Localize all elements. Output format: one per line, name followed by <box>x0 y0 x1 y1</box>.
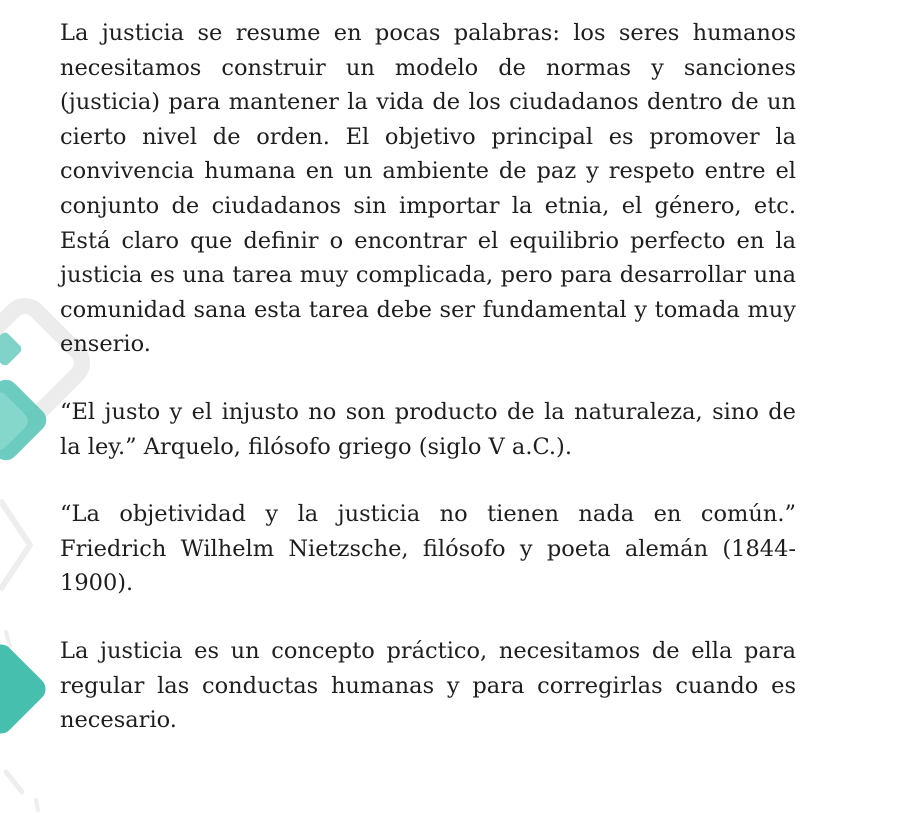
quote-nietzsche: “La objetividad y la justicia no tienen nada en común.” Friedrich Wilhelm Nietzsche, filósofo y poeta alemán (1844-1900). <box>60 501 796 597</box>
body-text <box>60 16 796 738</box>
paragraph-justice-definition: La justicia se resume en pocas palabras: los seres humanos necesitamos construir un modelo de normas y sanciones (justicia) para mantener la vida de los ciudadanos dentro de un cierto nivel de orden. El objetivo principal es promover la convivencia humana en un ambiente de paz y respeto entre el conjunto de ciudadanos sin importar la etnia, el género, etc. Está claro que definir o encontrar el equilibrio perfecto en la justicia es una tarea muy complicada, pero para desarrollar una comunidad sana esta tarea debe ser fundamental y tomada muy enserio. <box>60 20 796 358</box>
teal-diamond-lower <box>0 640 50 739</box>
quote-arquelo: “El justo y el injusto no son producto de la naturaleza, sino de la ley.” Arquelo, filósofo griego (siglo V a.C.). <box>60 398 796 460</box>
teal-diamond-small <box>0 331 23 368</box>
paragraph-practical-concept: La justicia es un concepto práctico, necesitamos de ella para regular las conductas humanas y para corregirlas cuando es necesario. <box>60 637 796 734</box>
gray-dot-mark <box>36 800 38 810</box>
gray-line-mark <box>6 772 22 792</box>
gray-tick-mark <box>6 632 10 646</box>
gray-chevron-shape <box>0 500 30 590</box>
